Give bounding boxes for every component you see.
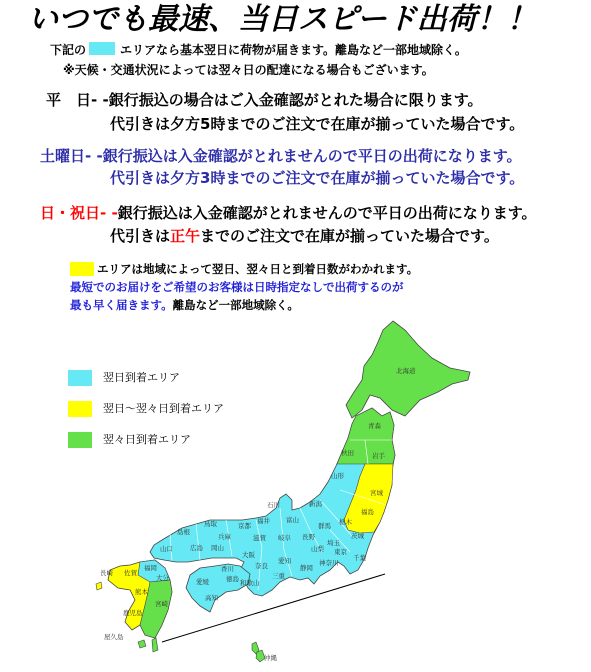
map-label: 長崎 <box>100 569 113 577</box>
map-label: 沖縄 <box>264 654 277 662</box>
map-label: 愛媛 <box>196 578 209 586</box>
map-label: 青森 <box>368 422 381 430</box>
map-label: 山口 <box>160 545 173 553</box>
legend-swatch-two-days <box>68 432 92 448</box>
map-label: 宮崎 <box>155 600 168 608</box>
saturday-label: 土曜日- - <box>40 147 103 165</box>
area-note-fastest: 最も早く届きます。 <box>70 298 173 312</box>
map-label: 岡山 <box>211 544 224 552</box>
weekday-label: 平 日- - <box>46 91 109 109</box>
map-label: 岐阜 <box>278 534 291 542</box>
map-label: 鹿児島 <box>123 609 143 617</box>
legend-label-next-day: 翌日到着エリア <box>103 371 180 384</box>
map-label: 北海道 <box>396 367 416 375</box>
map-label: 東京 <box>334 548 347 556</box>
map-label: 滋賀 <box>253 534 266 542</box>
map-label: 福井 <box>257 517 270 525</box>
map-label: 高知 <box>205 594 218 602</box>
map-label: 群馬 <box>318 522 331 530</box>
map-label: 島根 <box>177 528 190 536</box>
map-label: 栃木 <box>339 518 352 526</box>
map-label: 茨城 <box>351 532 364 540</box>
holiday-cod-text-start: 代引きは <box>110 227 171 245</box>
notice-line-2: ※天候・交通状況によっては翌々日の配達になる場合もございます。 <box>63 63 434 77</box>
holiday-label: 日・祝日- - <box>40 204 118 222</box>
map-label: 熊本 <box>135 588 148 596</box>
weekday-bank-text: 銀行振込の場合はご入金確認がとれた場合に限ります。 <box>108 91 483 109</box>
map-label: 徳島 <box>226 575 239 583</box>
notice-prefix: 下記の <box>50 43 87 57</box>
map-label: 石川 <box>267 501 280 509</box>
map-label: 大分 <box>156 574 169 582</box>
map-label: 広島 <box>190 544 203 552</box>
map-label: 大阪 <box>242 551 255 559</box>
weekday-line-2: 代引きは夕方5時までのご注文で在庫が揃っていた場合です。 <box>110 115 525 133</box>
map-label: 京都 <box>238 522 251 530</box>
legend-swatch-next-or-following <box>68 401 92 417</box>
yakushima-island <box>138 640 146 648</box>
map-label: 秋田 <box>341 449 354 457</box>
map-label: 富山 <box>286 516 299 524</box>
shikoku-region <box>186 564 250 612</box>
notice-suffix: エリアなら基本翌日に荷物が届きます。離島など一部地域除く。 <box>120 43 467 57</box>
map-label: 福島 <box>361 508 374 516</box>
saturday-bank-text: 銀行振込は入金確認がとれませんので平日の出荷になります。 <box>102 147 522 165</box>
map-label: 香川 <box>221 565 234 573</box>
map-label: 神奈川 <box>319 559 339 567</box>
map-label: 新潟 <box>309 500 322 508</box>
map-label: 岩手 <box>372 452 385 460</box>
legend-label-two-days: 翌々日到着エリア <box>103 433 191 446</box>
goto-islands <box>96 582 102 590</box>
area-note-line-2: 最短でのお届けをご希望のお客様は日時指定なしで出荷するのが <box>70 280 404 294</box>
map-label: 千葉 <box>353 554 366 562</box>
map-label: 宮城 <box>370 489 383 497</box>
holiday-noon-highlight: 正午 <box>170 227 201 245</box>
holiday-cod-text-end: までのご注文で在庫が揃っていた場合です。 <box>200 227 499 245</box>
legend-swatch-next-day <box>68 370 92 386</box>
saturday-line-2: 代引きは夕方3時までのご注文で在庫が揃っていた場合です。 <box>110 169 525 187</box>
map-label: 長野 <box>302 533 315 541</box>
map-label: 和歌山 <box>240 579 260 587</box>
map-label: 静岡 <box>300 564 313 572</box>
legend-label-next-or-following: 翌日～翌々日到着エリア <box>103 402 224 415</box>
map-label: 鳥取 <box>204 520 217 528</box>
map-label: 埼玉 <box>327 539 340 547</box>
area-note-line-1: エリアは地域によって翌日、翌々日と到着日数がわかれます。 <box>97 262 419 276</box>
map-label: 愛知 <box>278 557 291 565</box>
page-title: いつでも最速、当日スピード出荷！！ <box>28 2 537 37</box>
tanegashima-island <box>152 638 158 652</box>
map-label: 山梨 <box>311 545 324 553</box>
map-label: 三重 <box>272 572 285 580</box>
map-label: 奈良 <box>255 562 268 570</box>
map-label: 福岡 <box>144 564 157 572</box>
map-label: 屋久島 <box>104 633 124 641</box>
map-label: 兵庫 <box>218 533 231 541</box>
area-note-exclusion: 離島など一部地域除く。 <box>172 298 299 312</box>
map-label: 山形 <box>331 472 344 480</box>
map-label: 佐賀 <box>124 569 137 577</box>
holiday-bank-text: 銀行振込は入金確認がとれませんので平日の出荷になります。 <box>117 204 537 222</box>
